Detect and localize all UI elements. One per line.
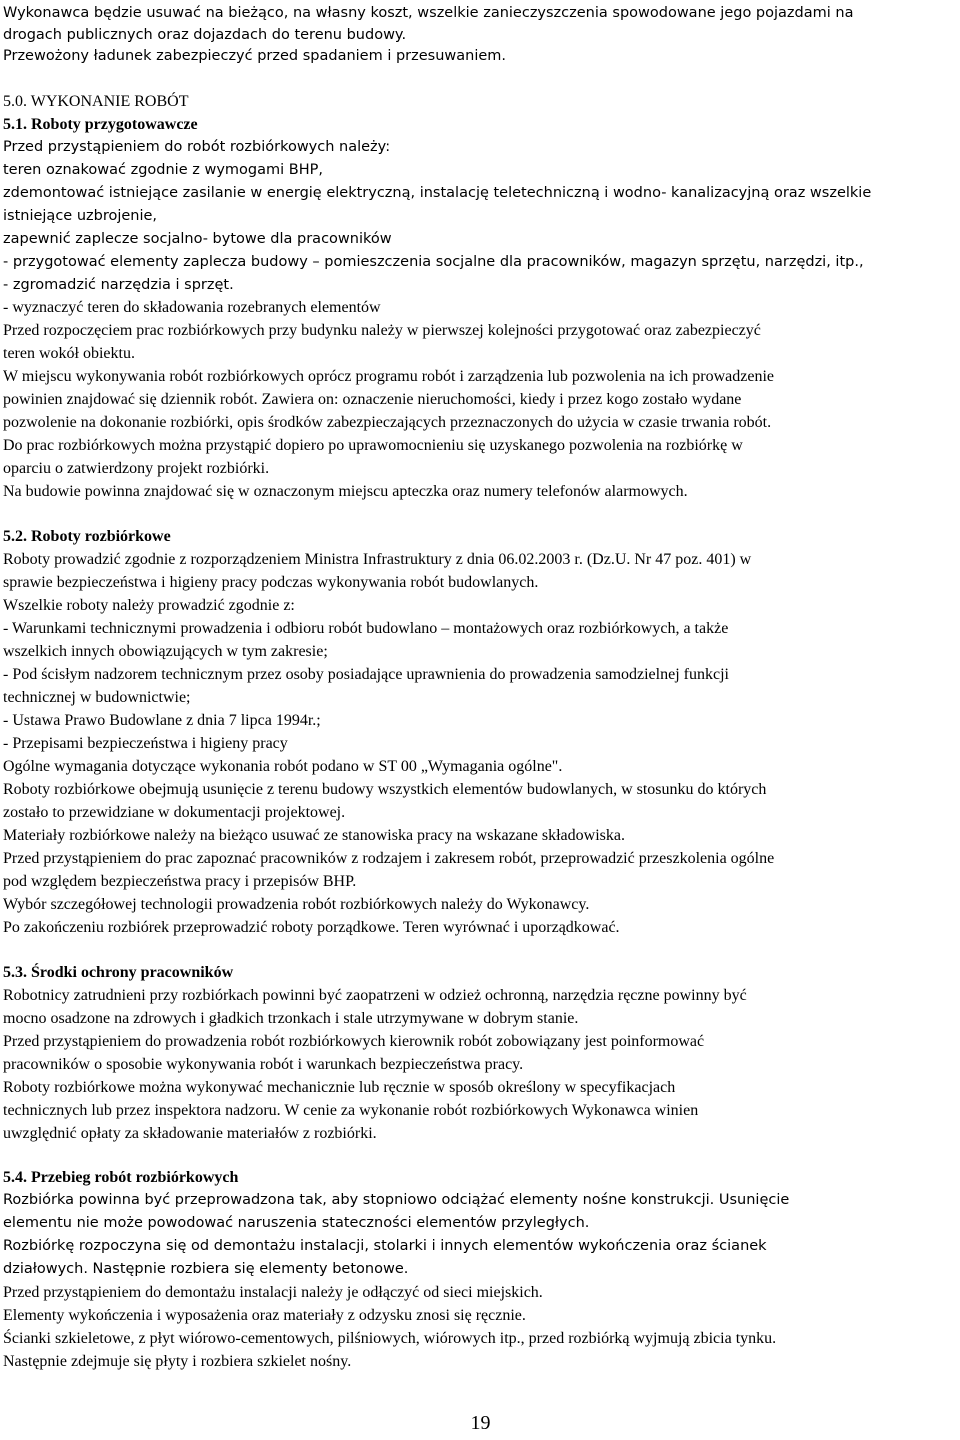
text-line: Elementy wykończenia i wyposażenia oraz materiały z odzysku znosi się ręcznie.	[3, 1307, 526, 1324]
text-line: Ogólne wymagania dotyczące wykonania robót podano w ST 00 „Wymagania ogólne".	[3, 758, 563, 775]
text-line: pracowników o sposobie wykonywania robót i warunkach bezpieczeństwa pracy.	[3, 1056, 524, 1073]
text-line: - Pod ścisłym nadzorem technicznym przez osoby posiadające uprawnienia do prowadzenia samodzielnej funkcji	[3, 666, 729, 683]
text-line: mocno osadzone na zdrowych i gładkich trzonkach i stale utrzymywane w dobrym stanie.	[3, 1010, 579, 1027]
text-line: Roboty rozbiórkowe można wykonywać mechanicznie lub ręcznie w sposób określony w specyfikacjach	[3, 1079, 676, 1096]
text-line: Następnie zdejmuje się płyty i rozbiera szkielet nośny.	[3, 1353, 352, 1370]
text-line: - Warunkami technicznymi prowadzenia i odbioru robót budowlano – montażowych oraz rozbiórkowych, a także	[3, 620, 729, 637]
text-line: sprawie bezpieczeństwa i higieny pracy podczas wykonywania robót budowlanych.	[3, 574, 539, 591]
text-line: technicznych lub przez inspektora nadzoru. W cenie za wykonanie robót rozbiórkowych Wykonawca winien	[3, 1102, 699, 1119]
text-line: drogach publicznych oraz dojazdach do terenu budowy.	[3, 27, 407, 43]
text-line: Przed przystąpieniem do prowadzenia robót rozbiórkowych kierownik robót zobowiązany jest poinformować	[3, 1033, 705, 1050]
text-line: Ścianki szkieletowe, z płyt wiórowo-cementowych, pilśniowych, wiórowych itp., przed rozbiórką wyjmują zbicia tynku.	[3, 1330, 777, 1347]
text-line: Wykonawca będzie usuwać na bieżąco, na własny koszt, wszelkie zanieczyszczenia spowodowane jego pojazdami na	[3, 5, 854, 21]
text-line: Przed rozpoczęciem prac rozbiórkowych przy budynku należy w pierwszej kolejności przygotować oraz zabezpieczyć	[3, 322, 761, 339]
subsection-heading: 5.1. Roboty przygotowawcze	[3, 116, 198, 133]
text-line: zapewnić zaplecze socjalno- bytowe dla pracowników	[3, 231, 392, 247]
text-line: - Przepisami bezpieczeństwa i higieny pracy	[3, 735, 288, 752]
text-line: elementu nie może powodować naruszenia stateczności elementów przyległych.	[3, 1215, 590, 1231]
text-line: W miejscu wykonywania robót rozbiórkowych oprócz programu robót i zarządzenia lub pozwolenia na ich prowadzenie	[3, 368, 774, 385]
text-line: Przed przystąpieniem do prac zapoznać pracowników z rodzajem i zakresem robót, przeprowadzić przeszkolenia ogólne	[3, 850, 775, 867]
text-line: Rozbiórka powinna być przeprowadzona tak, aby stopniowo odciążać elementy nośne konstrukcji. Usunięcie	[3, 1192, 790, 1208]
text-line: zostało to przewidziane w dokumentacji projektowej.	[3, 804, 346, 821]
text-line: Materiały rozbiórkowe należy na bieżąco usuwać ze stanowiska pracy na wskazane składowiska.	[3, 827, 625, 844]
text-line: Do prac rozbiórkowych można przystąpić dopiero po uprawomocnieniu się uzyskanego pozwolenia na rozbiórkę w	[3, 437, 743, 454]
text-line: oparciu o zatwierdzony projekt rozbiórki.	[3, 460, 270, 477]
text-line: - zgromadzić narzędzia i sprzęt.	[3, 277, 234, 293]
text-line: pozwolenie na dokonanie rozbiórki, opis środków zabezpieczających przeznaczonych do użycia w czasie trwania robót.	[3, 414, 772, 431]
section-heading: 5.0. WYKONANIE ROBÓT	[3, 93, 189, 110]
text-line: Na budowie powinna znajdować się w oznaczonym miejscu apteczka oraz numery telefonów alarmowych.	[3, 483, 688, 500]
subsection-heading: 5.2. Roboty rozbiórkowe	[3, 528, 171, 545]
subsection-heading: 5.4. Przebieg robót rozbiórkowych	[3, 1169, 239, 1186]
text-line: zdemontować istniejące zasilanie w energię elektryczną, instalację teletechniczną i wodno- kanalizacyjną oraz wszelkie	[3, 185, 872, 201]
text-line: Rozbiórkę rozpoczyna się od demontażu instalacji, stolarki i innych elementów wykończenia oraz ścianek	[3, 1238, 767, 1254]
text-line: powinien znajdować się dziennik robót. Zawiera on: oznaczenie nieruchomości, kiedy i przez kogo zostało wydane	[3, 391, 742, 408]
subsection-heading: 5.3. Środki ochrony pracowników	[3, 964, 234, 981]
text-line: Przed przystąpieniem do robót rozbiórkowych należy:	[3, 139, 391, 155]
text-line: pod względem bezpieczeństwa pracy i przepisów BHP.	[3, 873, 357, 890]
text-line: działowych. Następnie rozbiera się elementy betonowe.	[3, 1261, 409, 1277]
text-line: Wybór szczegółowej technologii prowadzenia robót rozbiórkowych należy do Wykonawcy.	[3, 896, 590, 913]
page-number: 19	[470, 1412, 491, 1434]
text-line: technicznej w budownictwie;	[3, 689, 191, 706]
text-line: Robotnicy zatrudnieni przy rozbiórkach powinni być zaopatrzeni w odzież ochronną, narzędzia ręczne powinny być	[3, 987, 747, 1004]
text-line: Roboty rozbiórkowe obejmują usunięcie z terenu budowy wszystkich elementów budowlanych, w stosunku do których	[3, 781, 767, 798]
text-line: Roboty prowadzić zgodnie z rozporządzeniem Ministra Infrastruktury z dnia 06.02.2003 r. (Dz.U. Nr 47 poz. 401) w	[3, 551, 752, 568]
text-line: teren oznakować zgodnie z wymogami BHP,	[3, 162, 323, 178]
document-page	[3, 0, 958, 1440]
text-line: Przewożony ładunek zabezpieczyć przed spadaniem i przesuwaniem.	[3, 48, 507, 64]
text-line: Przed przystąpieniem do demontażu instalacji należy je odłączyć od sieci miejskich.	[3, 1284, 543, 1301]
text-line: Wszelkie roboty należy prowadzić zgodnie z:	[3, 597, 295, 614]
text-line: istniejące uzbrojenie,	[3, 208, 158, 224]
text-line: - przygotować elementy zaplecza budowy – pomieszczenia socjalne dla pracowników, magazyn sprzętu, narzędzi, itp.,	[3, 254, 864, 270]
text-line: Po zakończeniu rozbiórek przeprowadzić roboty porządkowe. Teren wyrównać i uporządkować.	[3, 919, 620, 936]
text-line: - Ustawa Prawo Budowlane z dnia 7 lipca 1994r.;	[3, 712, 321, 729]
text-line: wszelkich innych obowiązujących w tym zakresie;	[3, 643, 328, 660]
text-line: uwzględnić opłaty za składowanie materiałów z rozbiórki.	[3, 1125, 377, 1142]
text-line: teren wokół obiektu.	[3, 345, 135, 362]
text-line: - wyznaczyć teren do składowania rozebranych elementów	[3, 299, 381, 316]
